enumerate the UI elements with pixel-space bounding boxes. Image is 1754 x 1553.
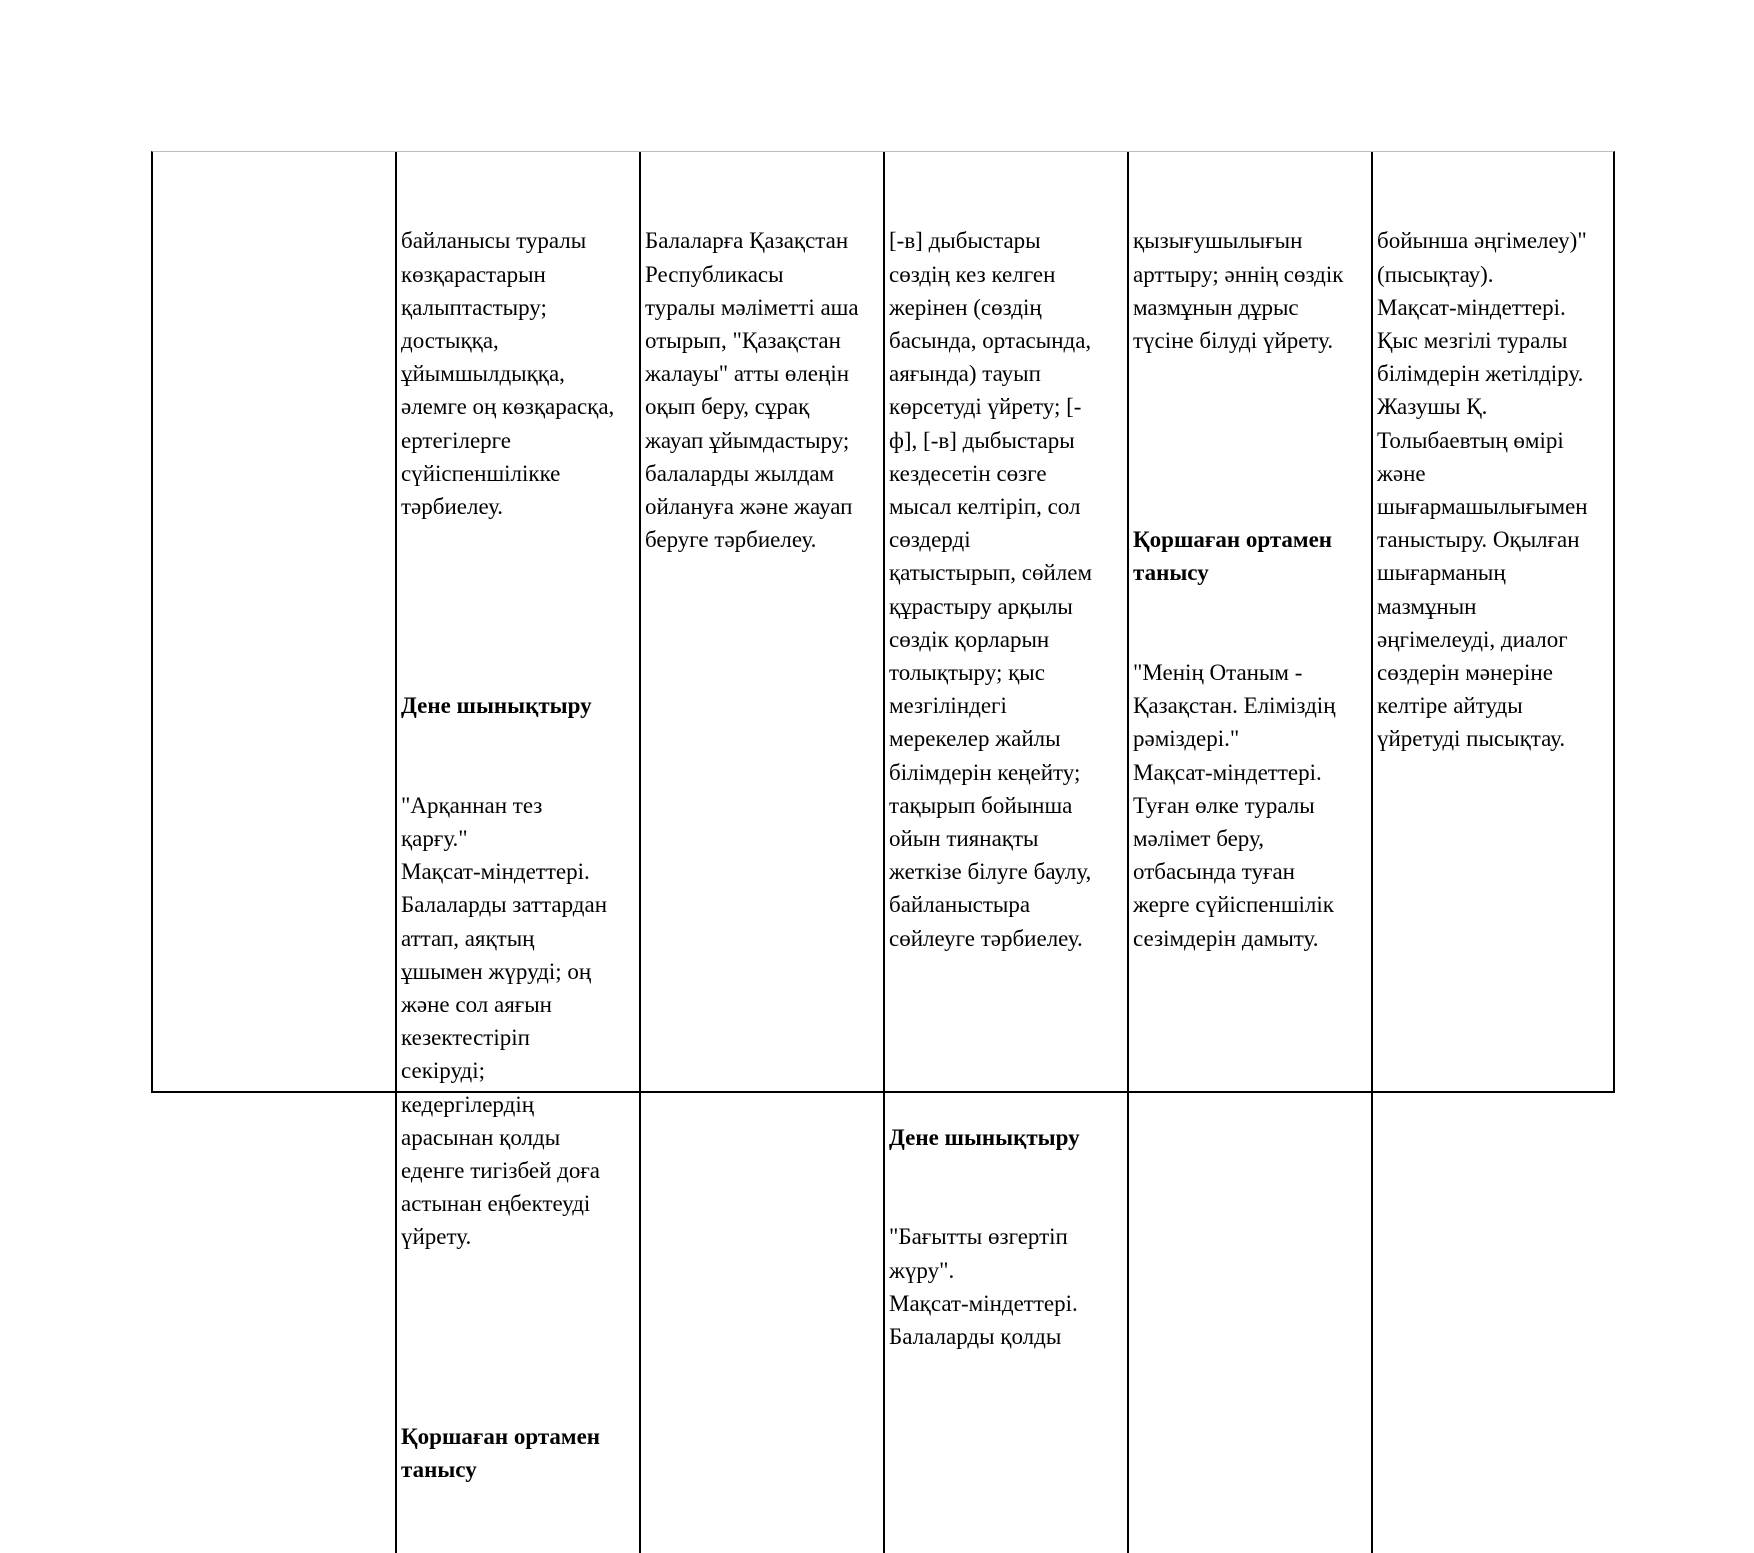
- cell-paragraph: [-в] дыбыстары сөздің кез келген жерінен (сөздің басында, ортасында, аяғында) тауып көрсетуді үйрету; [- ф], [-в] дыбыстары кездесетін сөзге мысал келтіріп, сол сөздерді қатыстырып, сөйлем құрастыру арқылы сөздік қорларын толықтыру; қыс мезгіліндегі мерекелер жайлы білімдерін кеңейту; тақырып бойынша ойын тиянақты жеткізе білуге баулу, байланыстыра сөйлеуге тәрбиелеу.: [889, 228, 1093, 951]
- cell-paragraph: байланысы туралы көзқарастарын қалыптастыру; достыққа, ұйымшылдыққа, әлемге оң көзқарасқа, ертегілерге сүйіспеншілікке тәрбиелеу.: [401, 228, 615, 520]
- paragraph-gap: [1133, 424, 1367, 457]
- table-cell-col3: [641, 152, 885, 1553]
- paragraph-gap: [889, 1021, 1123, 1054]
- table-cell-col5: [1129, 152, 1373, 1553]
- cell-paragraph: бойынша әңгімелеу)" (пысықтау). Мақсат-міндеттері. Қыс мезгілі туралы білімдерін жетілдіру. Жазушы Қ. Толыбаевтың өмірі және шығармашылығымен таныстыру. Оқылған шығарманың мазмұнын әңгімелеуді, диалог сөздерін мәнеріне келтіре айтуды үйретуді пысықтау.: [1377, 228, 1588, 752]
- cell-paragraph: "Бағытты өзгертіп жүру". Мақсат-міндеттері. Балаларды қолды: [889, 1224, 1078, 1350]
- paragraph-gap: [401, 590, 635, 623]
- paragraph-gap: [401, 1320, 635, 1353]
- cell-paragraph: қызығушылығын арттыру; әннің сөздік мазмұнын дұрыс түсіне білуді үйрету.: [1133, 228, 1344, 354]
- section-heading: Дене шынықтыру: [889, 1124, 1080, 1150]
- table-cell-col1: [153, 152, 397, 1553]
- section-heading: Қоршаған ортамен танысу: [1133, 527, 1333, 586]
- section-heading: Қоршаған ортамен танысу: [401, 1423, 601, 1482]
- table-cell-col6: [1373, 152, 1617, 1553]
- plan-table: [151, 151, 1615, 1482]
- cell-paragraph: "Менің Отаным - Қазақстан. Еліміздің рәміздері." Мақсат-міндеттері. Туған өлке туралы мәлімет беру, отбасында туған жерге сүйіспеншілік сезімдерін дамыту.: [1133, 660, 1336, 951]
- section-heading: Дене шынықтыру: [401, 693, 592, 719]
- table-cell-col2: [397, 152, 641, 1553]
- table-cell-col4: [885, 152, 1129, 1553]
- cell-paragraph: "Арқаннан тез қарғу." Мақсат-міндеттері. Балаларды заттардан аттап, аяқтың ұшымен жүруді; оң және сол аяғын кезектестіріп секіруді; кедергілердің арасынан қолды еденге тигізбей доға астынан еңбектеуді үйрету.: [401, 792, 608, 1250]
- cell-paragraph: Балаларға Қазақстан Республикасы туралы мәліметті аша отырып, "Қазақстан жалауы" атты өлеңін оқып беру, сұрақ жауап ұйымдастыру; балаларды жылдам ойлануға және жауап беруге тәрбиелеу.: [645, 228, 859, 553]
